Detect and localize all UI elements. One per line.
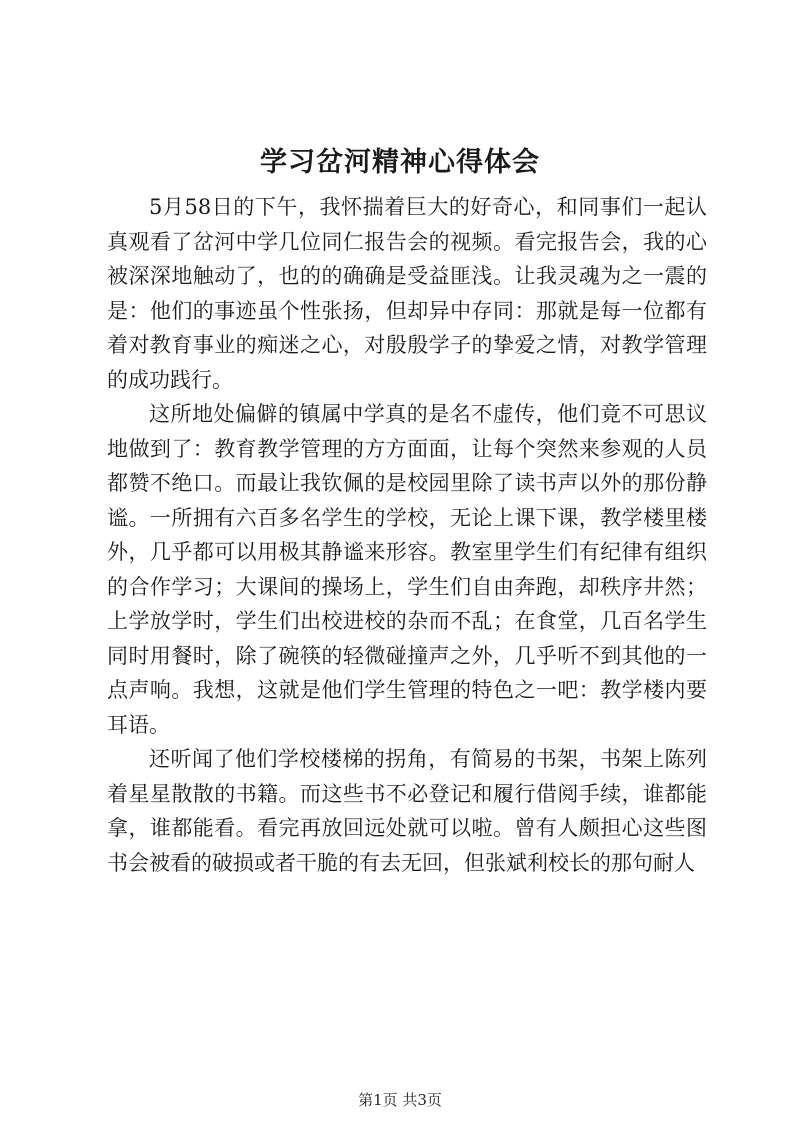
document-body <box>107 190 707 880</box>
paragraph-2: 这所地处偏僻的镇属中学真的是名不虚传，他们竟不可思议地做到了：教育教学管理的方方面面，让每个突然来参观的人员都赞不绝口。而最让我钦佩的是校园里除了读书声以外的那份静谧。一所拥有六百多名学生的学校，无论上课下课，教学楼里楼外，几乎都可以用极其静谧来形容。教室里学生们有纪律有组织的合作学习；大课间的操场上，学生们自由奔跑，却秩序井然；上学放学时，学生们出校进校的杂而不乱；在食堂，几百名学生同时用餐时，除了碗筷的轻微碰撞声之外，几乎听不到其他的一点声响。我想，这就是他们学生管理的特色之一吧：教学楼内要耳语。 <box>107 402 707 737</box>
paragraph-3: 还听闻了他们学校楼梯的拐角，有简易的书架，书架上陈列着星星散散的书籍。而这些书不必登记和履行借阅手续，谁都能拿，谁都能看。看完再放回远处就可以啦。曾有人颇担心这些图书会被看的破损或者干脆的有去无回，但张斌利校长的那句耐人 <box>107 747 707 875</box>
paragraph-1: 5月58日的下午，我怀揣着巨大的好奇心，和同事们一起认真观看了岔河中学几位同仁报告会的视频。看完报告会，我的心被深深地触动了，也的的确确是受益匪浅。让我灵魂为之一震的是：他们的事迹虽个性张扬，但却异中存同：那就是每一位都有着对教育事业的痴迷之心，对殷殷学子的挚爱之情，对教学管理的成功践行。 <box>107 195 707 392</box>
page-title: 学习岔河精神心得体会 <box>260 147 540 178</box>
page-number-footer: 第1页 共3页 <box>358 1091 442 1109</box>
